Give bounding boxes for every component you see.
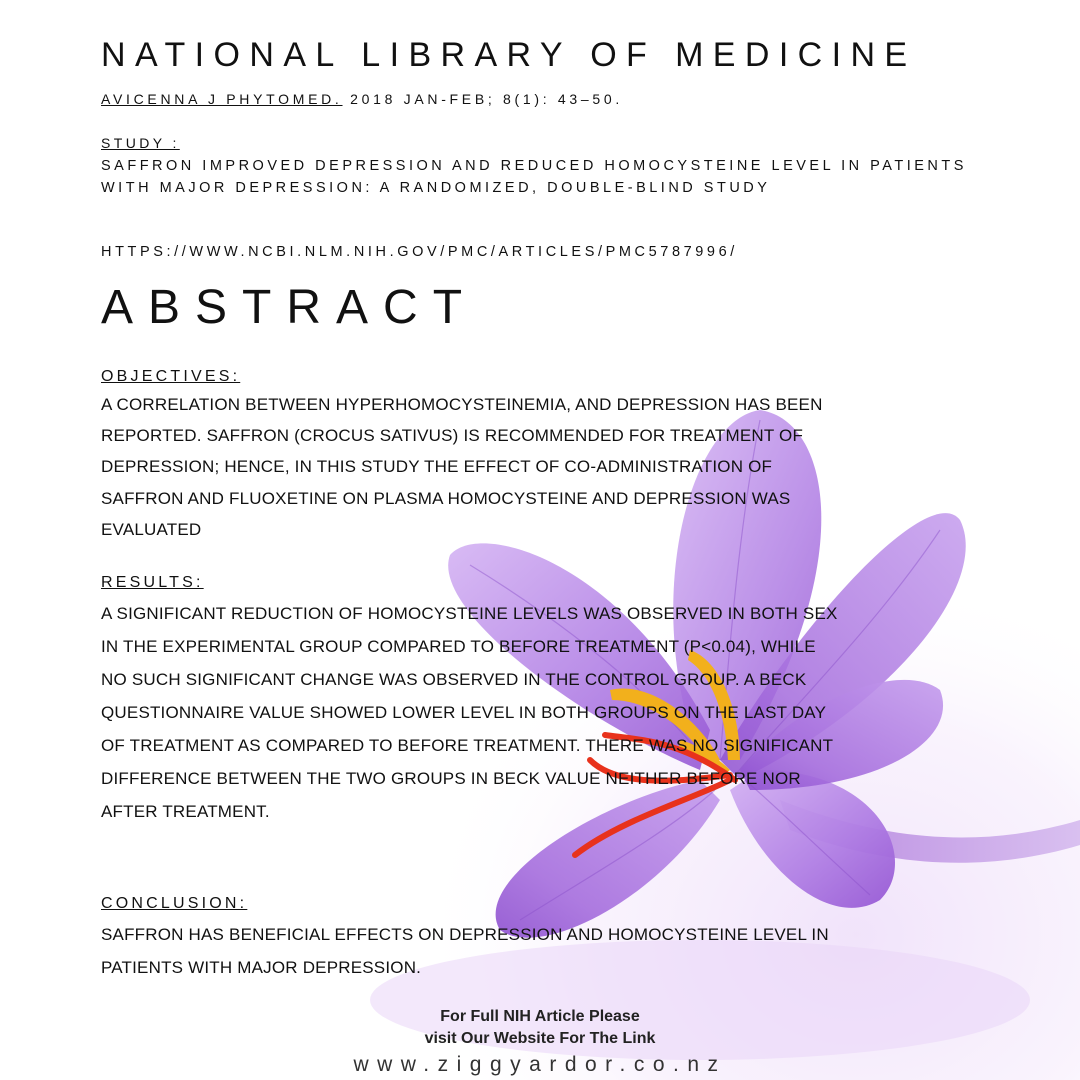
objectives-text: A CORRELATION BETWEEN HYPERHOMOCYSTEINEMIA, AND DEPRESSION HAS BEEN REPORTED. SAFFRON (CROCUS SATIVUS) IS RECOMMENDED FOR TREATMENT OF DEPRESSION; HENCE, IN THIS STUDY THE EFFECT OF CO-ADMINISTRATION OF SAFFRON AND FLUOXETINE ON PLASMA HOMOCYSTEINE AND DEPRESSION WAS EVALUATED: [101, 395, 823, 539]
citation: [101, 91, 623, 107]
abstract-heading: ABSTRACT: [101, 281, 478, 334]
citation-details: 2018 JAN-FEB; 8(1): 43–50.: [342, 91, 623, 107]
page-title: NATIONAL LIBRARY OF MEDICINE: [101, 36, 917, 74]
article-url[interactable]: HTTPS://WWW.NCBI.NLM.NIH.GOV/PMC/ARTICLES/PMC5787996/: [101, 244, 738, 260]
study-title: SAFFRON IMPROVED DEPRESSION AND REDUCED HOMOCYSTEINE LEVEL IN PATIENTS WITH MAJOR DEPRESSION: A RANDOMIZED, DOUBLE-BLIND STUDY: [101, 158, 967, 196]
results-label: RESULTS:: [101, 574, 204, 591]
journal-link[interactable]: AVICENNA J PHYTOMED.: [101, 91, 343, 107]
conclusion-text: SAFFRON HAS BENEFICIAL EFFECTS ON DEPRESSION AND HOMOCYSTEINE LEVEL IN PATIENTS WITH MAJOR DEPRESSION.: [101, 925, 829, 977]
conclusion-label: CONCLUSION:: [101, 895, 248, 912]
footer: [0, 1006, 1080, 1080]
footer-cta-line-2: visit Our Website For The Link: [424, 1030, 656, 1047]
results-text: A SIGNIFICANT REDUCTION OF HOMOCYSTEINE LEVELS WAS OBSERVED IN BOTH SEX IN THE EXPERIMENTAL GROUP COMPARED TO BEFORE TREATMENT (P<0.04), WHILE NO SUCH SIGNIFICANT CHANGE WAS OBSERVED IN THE CONTROL GROUP. A BECK QUESTIONNAIRE VALUE SHOWED LOWER LEVEL IN BOTH GROUPS ON THE LAST DAY OF TREATMENT AS COMPARED TO BEFORE TREATMENT. THERE WAS NO SIGNIFICANT DIFFERENCE BETWEEN THE TWO GROUPS IN BECK VALUE NEITHER BEFORE NOR AFTER TREATMENT.: [101, 604, 838, 821]
objectives-label: OBJECTIVES:: [101, 368, 241, 385]
website-link[interactable]: www.ziggyardor.co.nz: [353, 1053, 727, 1076]
study-label: STUDY :: [101, 135, 180, 151]
footer-cta-line-1: For Full NIH Article Please: [440, 1008, 640, 1025]
